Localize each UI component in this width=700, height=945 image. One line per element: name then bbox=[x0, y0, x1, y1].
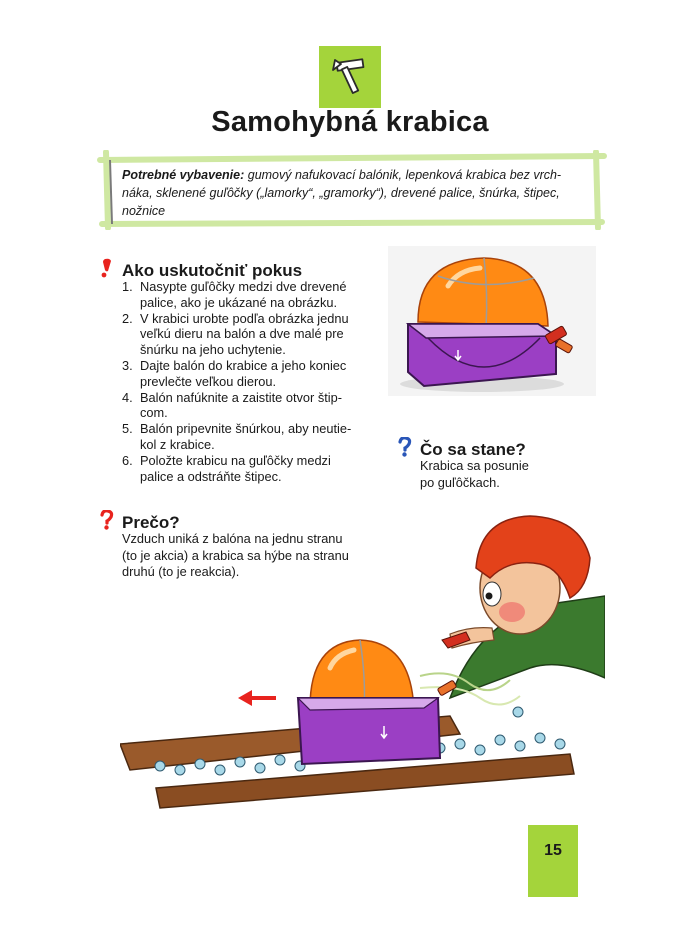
page-title: Samohybná krabica bbox=[211, 106, 489, 138]
question-mark-icon bbox=[99, 510, 115, 530]
why-heading: Prečo? bbox=[122, 513, 180, 532]
page-number-box bbox=[528, 825, 578, 897]
what-heading: Čo sa stane? bbox=[420, 440, 526, 459]
equipment-line-3: nožnice bbox=[122, 204, 166, 218]
why-text: Vzduch uniká z balóna na jednu stranu (to je akcia) a krabica sa hýbe na stranu druhú (to je reakcia). bbox=[122, 531, 349, 579]
illustration-boy-and-box-on-marbles bbox=[120, 508, 605, 820]
what-text: Krabica sa posunie po guľôčkach. bbox=[420, 458, 529, 490]
hammer-icon-box bbox=[319, 46, 381, 108]
hammer-icon bbox=[319, 46, 381, 108]
list-item: 2. V krabici urobte podľa obrázka jednu veľkú dieru na balón a dve malé pre šnúrku na jeho uchytenie. bbox=[122, 310, 349, 358]
equipment-line-1: gumový nafukovací balónik, lepenková krabica bez vrch- bbox=[244, 168, 562, 182]
list-item: 6. Položte krabicu na guľôčky medzi palice a odstráňte štipec. bbox=[122, 452, 331, 484]
page-number: 15 bbox=[544, 842, 562, 859]
equipment-line-2: náka, sklenené guľôčky („lamorky“, „gramorky“), drevené palice, šnúrka, štipec, bbox=[122, 186, 560, 200]
list-item: 3. Dajte balón do krabice a jeho koniec prevlečte veľkou dierou. bbox=[122, 357, 347, 389]
equipment-text bbox=[122, 166, 582, 220]
steps-list bbox=[122, 279, 358, 484]
how-heading: Ako uskutočniť pokus bbox=[122, 261, 303, 280]
list-item: 1. Nasypte guľôčky medzi dve drevené palice, ako je ukázané na obrázku. bbox=[122, 279, 347, 310]
question-mark-icon bbox=[397, 437, 413, 457]
list-item: 4. Balón nafúknite a zaistite otvor štip- com. bbox=[122, 389, 343, 421]
equipment-label: Potrebné vybavenie: bbox=[122, 168, 245, 182]
list-item: 5. Balón pripevnite šnúrkou, aby neutie- kol z krabice. bbox=[122, 421, 352, 452]
exclamation-mark-icon bbox=[99, 258, 115, 278]
illustration-box-with-balloon bbox=[388, 246, 596, 396]
